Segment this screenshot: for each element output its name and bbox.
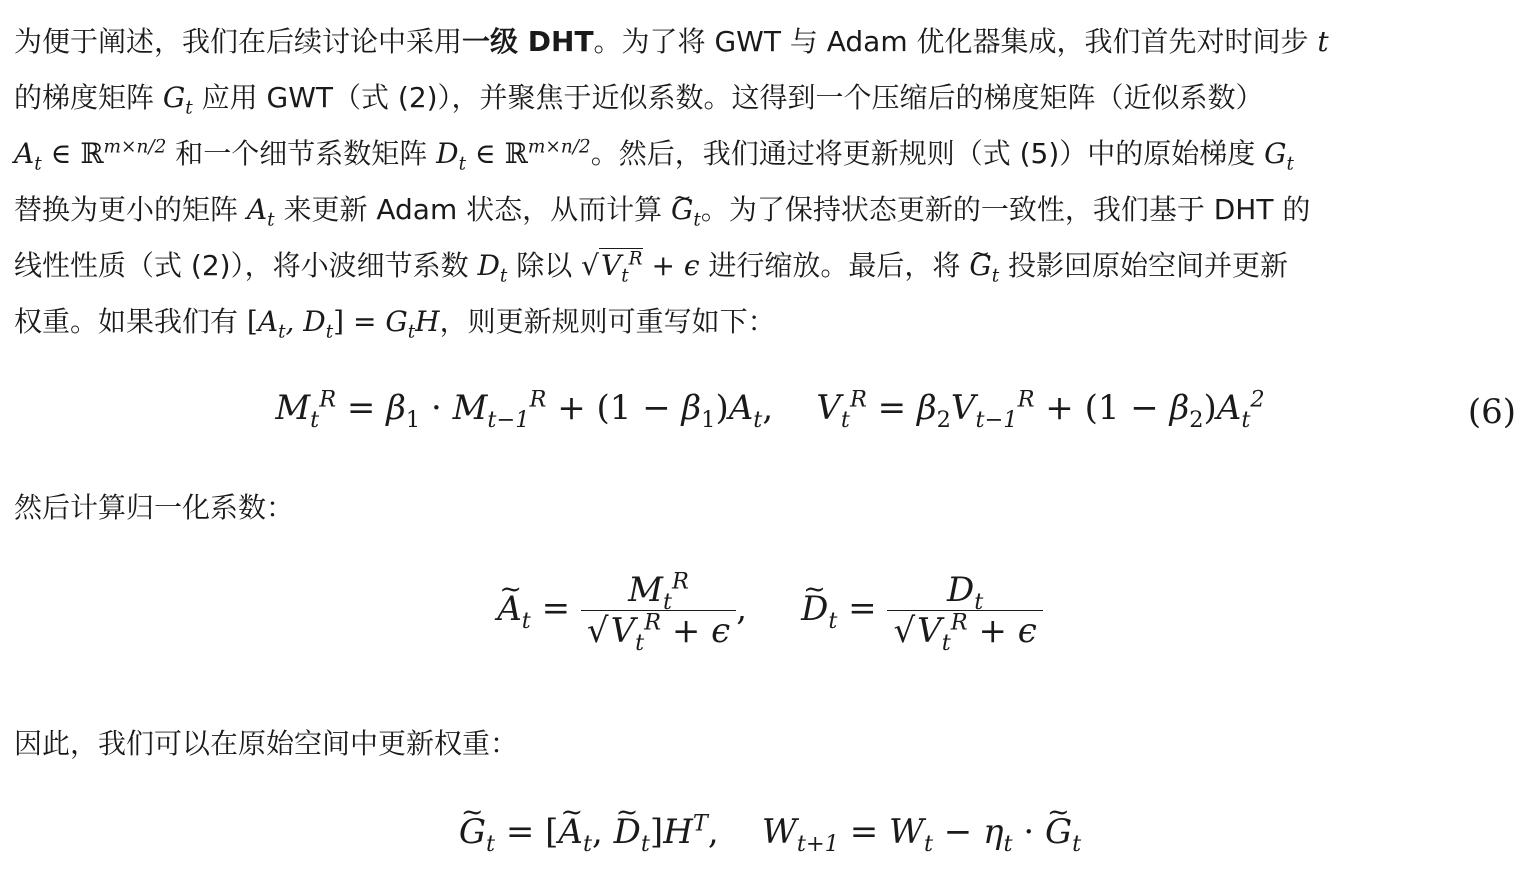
normalize-paragraph: 然后计算归一化系数： xyxy=(14,491,295,524)
intro-paragraph: 为便于阐述，我们在后续讨论中采用一级 DHT。为了将 GWT 与 Adam 优化器集成，我们首先对时间步 t 的梯度矩阵 $G_t$ 应用 GWT（式 (2)），并聚焦于近似系数。这得到一个压缩后的梯度矩阵（近似系数） $A_t$ ∈ ℝ$^{m\times n/2}$ 和一个细节系数矩阵 $D_t$ ∈ ℝ$^{m\times n/2}$。然后，我们通过将更新规则（式 (5)）中的原始梯度 $G_t$ 替换为更小的矩阵 $A_t$ 来更新 Adam 状态，从而计算 G $\sim_t$。为了保持状态更新的一致性，我们基于 DHT 的 线性性质（式 (2)），将小波细节系数 $D_t$ 除以 $√V_t^R + \epsilon$ 进行缩放。最后，将 G $\sim_t$ 投影回原始空间并更新 权重。如果我们有 [$A_t$, $D_t] = G_tH$，则更新规则可重写如下： xyxy=(14,14,1514,350)
equation-6: $M_t^R = \beta_1 \cdot M_{t-1}^R + (1 - \beta_1)A_t$, $V_t^R = \beta_2V_{t-1}^R + (1 - \beta_2)A_t^2$ xyxy=(275,386,1265,433)
normalized-coefficients-equation: A $\sim_t$ = $\frac{M_t^R}{√V_t^R + \epsilon}$ , D $\sim_t$ = $\frac{D_t}{√V_t^R + \epsilon}$ xyxy=(0,570,1540,651)
equation-number: (6) xyxy=(1467,392,1516,432)
bold-term: 一级 DHT xyxy=(462,25,594,58)
weight-update-equation: G $\sim_t = [A$ $\sim_t$, D $\sim_t]H^T$, $W_{t+1} = W_t - \eta_t \cdot G$ $\sim_t$ xyxy=(0,812,1540,852)
update-paragraph: 因此，我们可以在原始空间中更新权重： xyxy=(14,727,519,760)
intro-text: 为便于阐述，我们在后续讨论中采用 xyxy=(14,25,463,58)
